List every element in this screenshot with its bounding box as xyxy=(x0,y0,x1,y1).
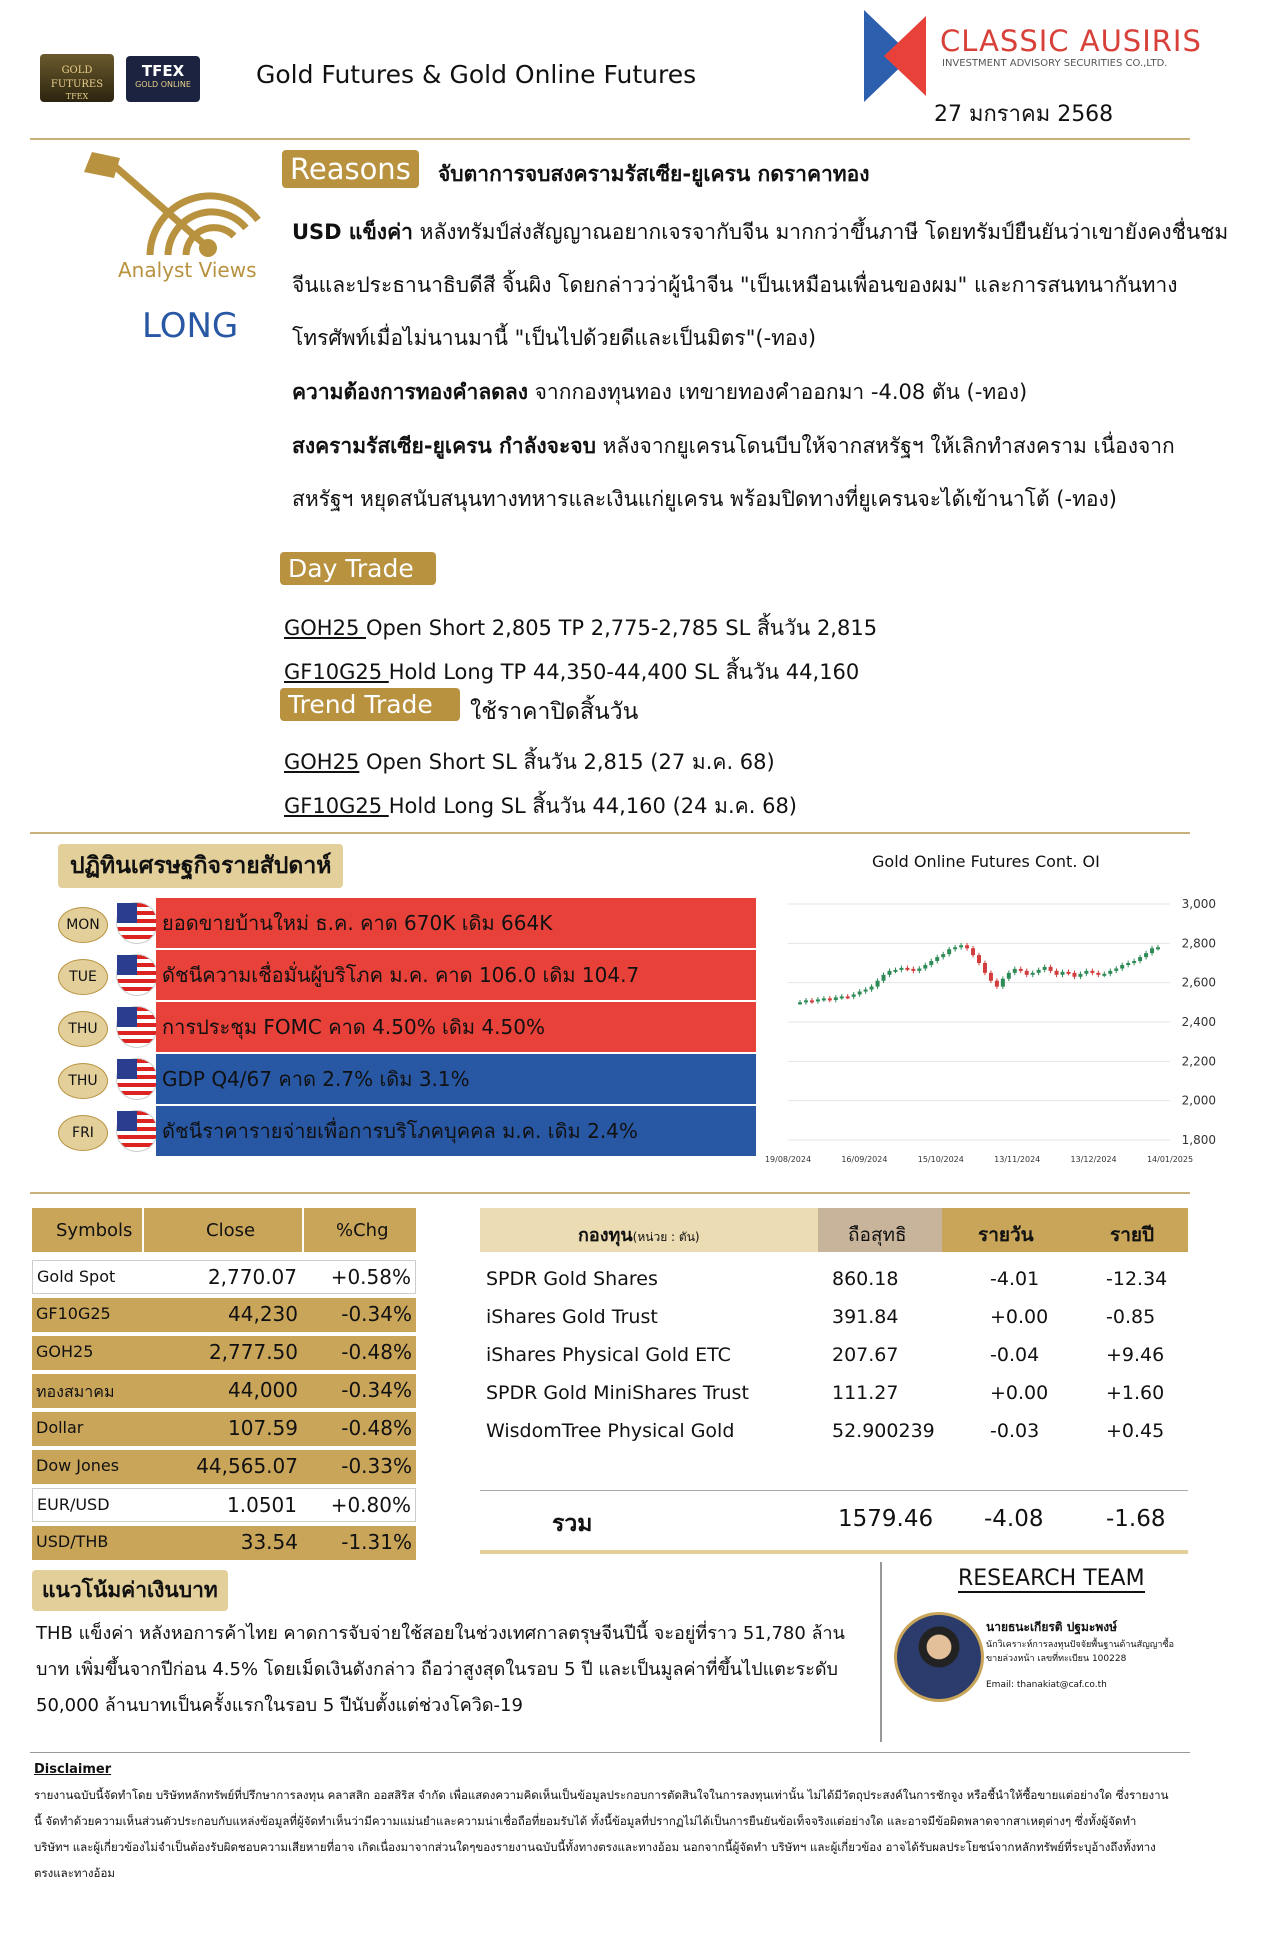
chart-candle-body xyxy=(816,999,820,1001)
chart-candle-body xyxy=(965,945,969,948)
chart-candle-body xyxy=(893,970,897,972)
reasons-tag: Reasons xyxy=(282,150,419,188)
analyst-name: นายธนะเกียรติ ปฐมะพงษ์ xyxy=(986,1620,1118,1634)
chart-candle-body xyxy=(810,1000,814,1002)
page-title: Gold Futures & Gold Online Futures xyxy=(256,60,697,89)
chart-candle-body xyxy=(899,968,903,970)
fund-row xyxy=(480,1338,1188,1376)
funds-header-hold: ถือสุทธิ xyxy=(848,1224,907,1246)
fund-name: WisdomTree Physical Gold xyxy=(486,1420,735,1442)
fund-holding: 207.67 xyxy=(832,1344,899,1366)
chart-candle-body xyxy=(1067,972,1071,974)
chart-candle-body xyxy=(1138,957,1142,961)
analyst-view-value: LONG xyxy=(142,306,239,346)
us-flag-icon xyxy=(116,954,158,996)
market-symbol: ทองสมาคม xyxy=(36,1382,115,1401)
chart-y-tick-label: 1,800 xyxy=(1181,1133,1216,1147)
chart-candle-body xyxy=(917,969,921,971)
day-trade-tag: Day Trade xyxy=(280,552,436,585)
fund-daily-change: -0.04 xyxy=(990,1344,1040,1366)
markets-header xyxy=(32,1208,416,1252)
chart-y-tick-label: 3,000 xyxy=(1181,897,1216,911)
chart-candle-body xyxy=(941,954,945,957)
day-trade-line-1: GOH25 Open Short 2,805 TP 2,775-2,785 SL สิ้นวัน 2,815 xyxy=(284,616,878,640)
chart-y-tick-label: 2,600 xyxy=(1181,975,1216,990)
chart-candle-body xyxy=(870,987,874,990)
fund-row xyxy=(480,1376,1188,1414)
market-symbol: Dollar xyxy=(36,1418,84,1437)
funds-header xyxy=(480,1208,1188,1252)
funds-header-name: กองทุน(หน่วย : ตัน) xyxy=(578,1225,700,1246)
chart-candle-body xyxy=(1114,969,1118,971)
chart-candle-body xyxy=(959,945,963,947)
tfex-logo: TFEX GOLD ONLINE xyxy=(126,56,200,102)
fund-yearly-change: +9.46 xyxy=(1106,1344,1165,1366)
reason-paragraph-2: ความต้องการทองคำลดลง จากกองทุนทอง เทขายทองคำออกมา -4.08 ตัน (-ทอง) xyxy=(292,380,1028,404)
chart-candle-body xyxy=(804,1000,808,1002)
baht-title: แนวโน้มค่าเงินบาท xyxy=(32,1570,228,1611)
chart-candle-body xyxy=(1072,973,1076,977)
market-close: 107.59 xyxy=(228,1416,298,1440)
section-divider-3 xyxy=(30,1752,1190,1753)
market-symbol: GF10G25 xyxy=(36,1304,111,1323)
day-badge: THU xyxy=(58,1011,108,1047)
market-symbol: EUR/USD xyxy=(37,1495,110,1514)
disclaimer-text: รายงานฉบับนี้จัดทำโดย บริษัทหลักทรัพย์ที่ปรึกษาการลงทุน คลาสสิก ออสสิริส จำกัด เพื่อแสดงความคิดเห็นเป็นข้อมูลประกอบการตัดสินใจในการลงทุนเท่านั้น ไม่ได้มีวัตถุประสงค์ในการชักจูง หรือชี้นำให้ซื้อขายแต่อย่างใด ซึ่งรายงานนี้ จัดทำด้วยความเห็นส่วนตัวประกอบกับแหล่งข้อมูลที่ผู้จัดทำเห็นว่ามีความแม่นยำและความน่าเชื่อถือที่ยอมรับได้ ทั้งนี้ข้อมูลที่ปรากฏไม่ได้เป็นการยืนยันข้อเท็จจริงแต่อย่างใด และอาจมีข้อผิดพลาดจากสาเหตุต่างๆ ซึ่งทั้งผู้จัดทำ บริษัทฯ และผู้เกี่ยวข้องไม่จำเป็นต้องรับผิดชอบความเสียหายที่อาจ เกิดเนื่องมาจากส่วนใดๆของรายงานฉบับนี้ทั้งทางตรงและทางอ้อม นอกจากนี้ผู้จัดทำ บริษัทฯ และผู้เกี่ยวข้อง อาจได้รับผลประโยชน์จากหลักทรัพย์ที่ระบุอ้างถึงทั้งทางตรงและทางอ้อม xyxy=(34,1788,1169,1880)
fund-daily-change: +0.00 xyxy=(990,1382,1049,1404)
chart-candle-body xyxy=(882,975,886,981)
chart-candle-body xyxy=(983,963,987,973)
chart-candle-body xyxy=(1132,961,1136,963)
fund-name: iShares Physical Gold ETC xyxy=(486,1344,731,1366)
event-text: GDP Q4/67 คาด 2.7% เดิม 3.1% xyxy=(156,1054,756,1104)
chart-candle-body xyxy=(846,996,850,998)
funds-header-year: รายปี xyxy=(1110,1224,1155,1246)
target-icon xyxy=(80,150,260,260)
research-divider xyxy=(880,1562,882,1742)
fund-row xyxy=(480,1300,1188,1338)
chart-candle-body xyxy=(1150,948,1154,953)
us-flag-icon xyxy=(116,1110,158,1152)
chart-y-tick-label: 2,000 xyxy=(1181,1093,1216,1108)
fund-daily-change: +0.00 xyxy=(990,1306,1049,1328)
chart-candle-body xyxy=(923,965,927,969)
market-close: 44,000 xyxy=(228,1378,298,1402)
market-change: -0.48% xyxy=(341,1416,412,1440)
market-close: 1.0501 xyxy=(227,1493,297,1517)
market-row xyxy=(32,1526,416,1560)
funds-total-day: -4.08 xyxy=(984,1506,1044,1532)
market-row xyxy=(32,1412,416,1446)
chart-title: Gold Online Futures Cont. OI xyxy=(872,852,1100,871)
section-divider-2 xyxy=(30,1192,1190,1194)
market-change: -0.34% xyxy=(341,1302,412,1326)
chart-candle-body xyxy=(1001,979,1005,987)
trend-trade-note: ใช้ราคาปิดสิ้นวัน xyxy=(470,699,639,725)
chart-candle-body xyxy=(840,996,844,998)
chart-candle-body xyxy=(1096,973,1100,975)
chart-y-tick-label: 2,800 xyxy=(1181,936,1216,951)
market-row xyxy=(32,1298,416,1332)
chart-candle-body xyxy=(1120,965,1124,969)
market-row xyxy=(32,1374,416,1408)
chart-x-tick-label: 14/01/2025 xyxy=(1146,1155,1194,1164)
chart-candle-body xyxy=(1007,973,1011,979)
research-title: RESEARCH TEAM xyxy=(958,1566,1145,1591)
funds-bottom-rule xyxy=(480,1550,1188,1554)
chart-x-tick-label: 13/12/2024 xyxy=(1070,1155,1117,1164)
fund-yearly-change: -12.34 xyxy=(1106,1268,1168,1290)
fund-name: SPDR Gold MiniShares Trust xyxy=(486,1382,749,1404)
market-row xyxy=(32,1336,416,1370)
fund-name: iShares Gold Trust xyxy=(486,1306,658,1328)
market-symbol: Gold Spot xyxy=(37,1267,116,1286)
funds-total-year: -1.68 xyxy=(1106,1506,1166,1532)
fund-yearly-change: +0.45 xyxy=(1106,1420,1165,1442)
fund-yearly-change: -0.85 xyxy=(1106,1306,1156,1328)
market-close: 2,777.50 xyxy=(208,1340,298,1364)
funds-total-divider xyxy=(480,1490,1188,1491)
market-change: +0.58% xyxy=(330,1265,411,1289)
chart-candle-body xyxy=(947,949,951,954)
chart-candle-body xyxy=(858,992,862,995)
chart-candle-body xyxy=(1037,970,1041,973)
chart-candle-body xyxy=(798,1002,802,1004)
event-text: ดัชนีความเชื่อมั่นผู้บริโภค ม.ค. คาด 106.0 เดิม 104.7 xyxy=(156,950,756,1000)
market-row xyxy=(32,1450,416,1484)
market-change: +0.80% xyxy=(330,1493,411,1517)
fund-holding: 391.84 xyxy=(832,1306,899,1328)
chart-candle-body xyxy=(1144,953,1148,957)
chart-candle-body xyxy=(1126,963,1130,965)
report-date: 27 มกราคม 2568 xyxy=(934,102,1114,127)
calendar-event xyxy=(40,1002,760,1050)
market-symbol: USD/THB xyxy=(36,1532,109,1551)
market-close: 33.54 xyxy=(240,1530,298,1554)
chart-candle-body xyxy=(852,994,856,996)
chart-candle-body xyxy=(1049,967,1053,971)
reason-paragraph-3: สงครามรัสเซีย-ยูเครน กำลังจะจบ หลังจากยูเครนโดนบีบให้จากสหรัฐฯ ให้เลิกทำสงคราม เนื่องจากสหรัฐฯ หยุดสนับสนุนทางทหารและเงินแก่ยูเครน พร้อมปิดทางที่ยูเครนจะได้เข้านาโต้ (-ทอง) xyxy=(292,434,1175,511)
market-row xyxy=(32,1488,416,1522)
chart-y-tick-label: 2,400 xyxy=(1181,1015,1216,1029)
company-logo-mark xyxy=(864,10,934,102)
chart-candle-body xyxy=(1025,971,1029,975)
markets-header-symbols: Symbols xyxy=(56,1220,133,1241)
gold-futures-logo: GOLD FUTURES TFEX xyxy=(40,54,114,102)
chart-candle-body xyxy=(828,998,832,1000)
market-close: 44,230 xyxy=(228,1302,298,1326)
fund-row xyxy=(480,1414,1188,1452)
chart-candle-body xyxy=(1078,974,1082,977)
chart-candle-body xyxy=(911,969,915,971)
calendar-event xyxy=(40,898,760,946)
chart-x-tick-label: 19/08/2024 xyxy=(764,1155,812,1164)
chart-candle-body xyxy=(1031,973,1035,975)
day-badge: TUE xyxy=(58,959,108,995)
markets-header-close: Close xyxy=(206,1220,256,1241)
trend-trade-line-2: GF10G25 Hold Long SL สิ้นวัน 44,160 (24 ม.ค. 68) xyxy=(284,794,797,818)
analyst-email: Email: thanakiat@caf.co.th xyxy=(986,1680,1107,1690)
reasons-headline: จับตาการจบสงครามรัสเซีย-ยูเครน กดราคาทอง xyxy=(438,162,870,186)
chart-candle-body xyxy=(989,973,993,981)
us-flag-icon xyxy=(116,902,158,944)
fund-holding: 52.900239 xyxy=(832,1420,935,1442)
day-badge: MON xyxy=(58,907,108,943)
trend-trade-tag: Trend Trade xyxy=(280,688,460,721)
chart-candle-body xyxy=(953,947,957,949)
calendar-title: ปฏิทินเศรษฐกิจรายสัปดาห์ xyxy=(58,844,343,888)
funds-total-hold: 1579.46 xyxy=(838,1506,934,1532)
analyst-views-label: Analyst Views xyxy=(118,258,257,282)
us-flag-icon xyxy=(116,1006,158,1048)
chart-candle-body xyxy=(1102,974,1106,976)
chart-candle-body xyxy=(1084,971,1088,974)
chart-candle-body xyxy=(935,957,939,961)
chart-x-tick-label: 16/09/2024 xyxy=(841,1155,888,1164)
chart-candle-body xyxy=(834,997,838,1000)
funds-header-day: รายวัน xyxy=(978,1224,1034,1246)
funds-total-label: รวม xyxy=(552,1511,593,1537)
chart-candle-body xyxy=(1043,967,1047,970)
chart-x-tick-label: 15/10/2024 xyxy=(917,1155,964,1164)
market-symbol: GOH25 xyxy=(36,1342,94,1361)
chart-candle-body xyxy=(1108,971,1112,974)
company-subtitle: INVESTMENT ADVISORY SECURITIES CO.,LTD. xyxy=(942,58,1168,69)
chart-candle-body xyxy=(995,981,999,987)
calendar-event xyxy=(40,1054,760,1102)
chart-candle-body xyxy=(864,990,868,992)
day-badge: FRI xyxy=(58,1115,108,1151)
chart-candle-body xyxy=(929,961,933,965)
chart-candle-body xyxy=(905,968,909,970)
market-change: -0.48% xyxy=(341,1340,412,1364)
trend-trade-line-1: GOH25 Open Short SL สิ้นวัน 2,815 (27 ม.ค. 68) xyxy=(284,750,775,774)
disclaimer-title: Disclaimer xyxy=(34,1762,112,1777)
chart-candle-body xyxy=(876,981,880,987)
chart-candle-body xyxy=(1090,971,1094,973)
fund-daily-change: -4.01 xyxy=(990,1268,1040,1290)
analyst-role: นักวิเคราะห์การลงทุนปัจจัยพื้นฐานด้านสัญญาซื้อขายล่วงหน้า เลขที่ทะเบียน 100228 xyxy=(986,1640,1174,1664)
gold-oi-chart xyxy=(764,890,1240,1170)
market-change: -1.31% xyxy=(341,1530,412,1554)
day-trade-line-2: GF10G25 Hold Long TP 44,350-44,400 SL สิ้นวัน 44,160 xyxy=(284,660,860,684)
reason-paragraph-1: USD แข็งค่า หลังทรัมป์ส่งสัญญาณอยากเจรจากับจีน มากกว่าขึ้นภาษี โดยทรัมป์ยืนยันว่าเขายังคงชื่นชมจีนและประธานาธิบดีสี จิ้นผิง โดยกล่าวว่าผู้นำจีน "เป็นเหมือนเพื่อนของผม" และการสนทนากันทางโทรศัพท์เมื่อไม่นานมานี้ "เป็นไปด้วยดีและเป็นมิตร"(-ทอง) xyxy=(292,220,1229,350)
chart-candle-body xyxy=(888,971,892,975)
markets-header-chg: %Chg xyxy=(336,1220,389,1241)
fund-yearly-change: +1.60 xyxy=(1106,1382,1165,1404)
fund-row xyxy=(480,1262,1188,1300)
chart-candle-body xyxy=(1019,969,1023,971)
us-flag-icon xyxy=(116,1058,158,1100)
company-name: CLASSIC AUSIRIS xyxy=(940,24,1202,58)
fund-holding: 860.18 xyxy=(832,1268,899,1290)
fund-name: SPDR Gold Shares xyxy=(486,1268,658,1290)
market-close: 2,770.07 xyxy=(207,1265,297,1289)
calendar-event xyxy=(40,950,760,998)
header-divider xyxy=(30,138,1190,140)
market-change: -0.33% xyxy=(341,1454,412,1478)
baht-text: THB แข็งค่า หลังหอการค้าไทย คาดการจับจ่ายใช้สอยในช่วงเทศกาลตรุษจีนปีนี้ จะอยู่ที่ราว 51,780 ล้านบาท เพิ่มขึ้นจากปีก่อน 4.5% โดยเม็ดเงินดังกล่าว ถือว่าสูงสุดในรอบ 5 ปี และเป็นมูลค่าที่ขึ้นไปแตะระดับ 50,000 ล้านบาทเป็นครั้งแรกในรอบ 5 ปีนับตั้งแต่ช่วงโควิด-19 xyxy=(36,1623,845,1716)
chart-candle-body xyxy=(971,948,975,955)
market-symbol: Dow Jones xyxy=(36,1456,120,1475)
market-row xyxy=(32,1260,416,1294)
chart-candle-body xyxy=(1013,969,1017,973)
chart-candle-body xyxy=(977,955,981,963)
event-text: การประชุม FOMC คาด 4.50% เดิม 4.50% xyxy=(156,1002,756,1052)
event-text: ยอดขายบ้านใหม่ ธ.ค. คาด 670K เดิม 664K xyxy=(156,898,756,948)
fund-holding: 111.27 xyxy=(832,1382,899,1404)
market-close: 44,565.07 xyxy=(196,1454,298,1478)
chart-x-tick-label: 13/11/2024 xyxy=(994,1155,1041,1164)
chart-candle-body xyxy=(822,998,826,1000)
day-badge: THU xyxy=(58,1063,108,1099)
chart-candle-body xyxy=(1061,972,1065,975)
funds-total-row xyxy=(480,1496,1188,1546)
calendar-event xyxy=(40,1106,760,1154)
analyst-avatar xyxy=(894,1612,984,1702)
chart-y-tick-label: 2,200 xyxy=(1181,1054,1216,1069)
chart-candle-body xyxy=(1055,971,1059,975)
market-change: -0.34% xyxy=(341,1378,412,1402)
event-text: ดัชนีราคารายจ่ายเพื่อการบริโภคบุคคล ม.ค. เดิม 2.4% xyxy=(156,1106,756,1156)
chart-candle-body xyxy=(1156,947,1160,949)
section-divider-1 xyxy=(30,832,1190,834)
fund-daily-change: -0.03 xyxy=(990,1420,1040,1442)
